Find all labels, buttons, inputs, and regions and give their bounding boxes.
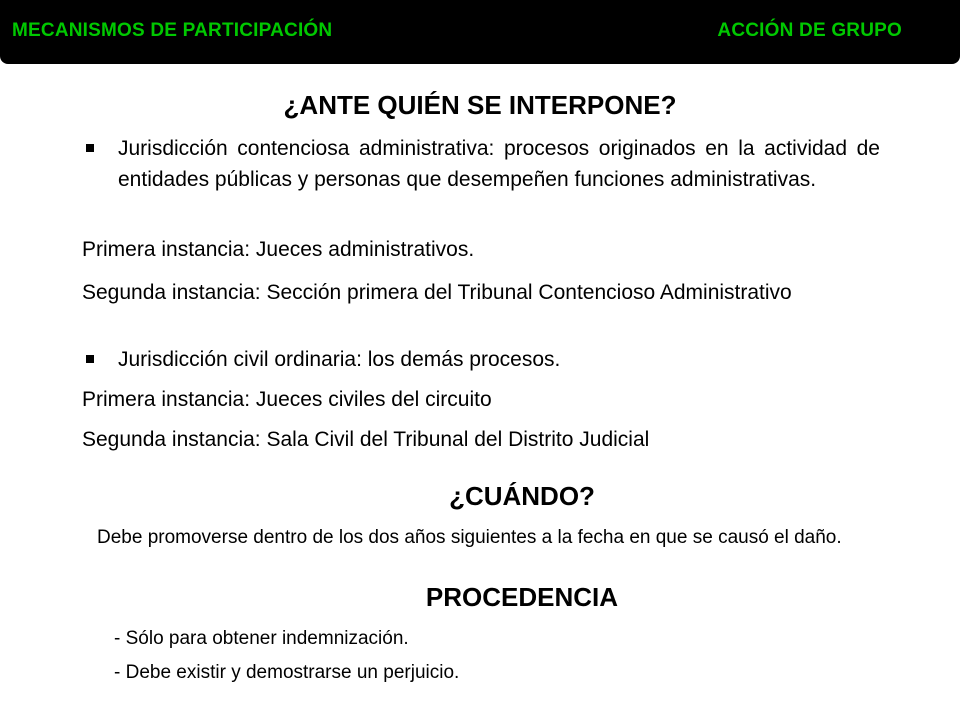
heading-ante-quien: ¿ANTE QUIÉN SE INTERPONE? — [283, 90, 677, 120]
bullet-item-civil — [82, 344, 880, 375]
heading-cuando: ¿CUÁNDO? — [449, 481, 595, 511]
header-right-title: ACCIÓN DE GRUPO — [717, 20, 902, 41]
line-primera-instancia-admin: Primera instancia: Jueces administrativos. — [82, 238, 475, 261]
list-item-procedencia-2: - Debe existir y demostrarse un perjuicio. — [114, 662, 460, 683]
line-primera-instancia-civil: Primera instancia: Jueces civiles del circuito — [82, 388, 492, 411]
bullet-item-contenciosa — [82, 133, 880, 195]
text-cuando: Debe promoverse dentro de los dos años siguientes a la fecha en que se causó el daño. — [97, 527, 842, 548]
list-item-procedencia-1: - Sólo para obtener indemnización. — [114, 628, 409, 649]
heading-procedencia: PROCEDENCIA — [425, 582, 619, 612]
bullet-text-civil: Jurisdicción civil ordinaria: los demás procesos. — [118, 348, 561, 371]
header-bar — [0, 0, 960, 64]
line-segunda-instancia-civil: Segunda instancia: Sala Civil del Tribunal del Distrito Judicial — [82, 428, 650, 451]
square-bullet-icon — [86, 144, 94, 152]
square-bullet-icon — [86, 355, 94, 363]
bullet-text-contenciosa: Jurisdicción contenciosa administrativa: procesos originados en la actividad de entidades públicas y personas que desempeñen funciones administrativas. — [118, 137, 880, 191]
header-left-title: MECANISMOS DE PARTICIPACIÓN — [12, 20, 333, 41]
line-segunda-instancia-admin: Segunda instancia: Sección primera del Tribunal Contencioso Administrativo — [82, 281, 792, 304]
